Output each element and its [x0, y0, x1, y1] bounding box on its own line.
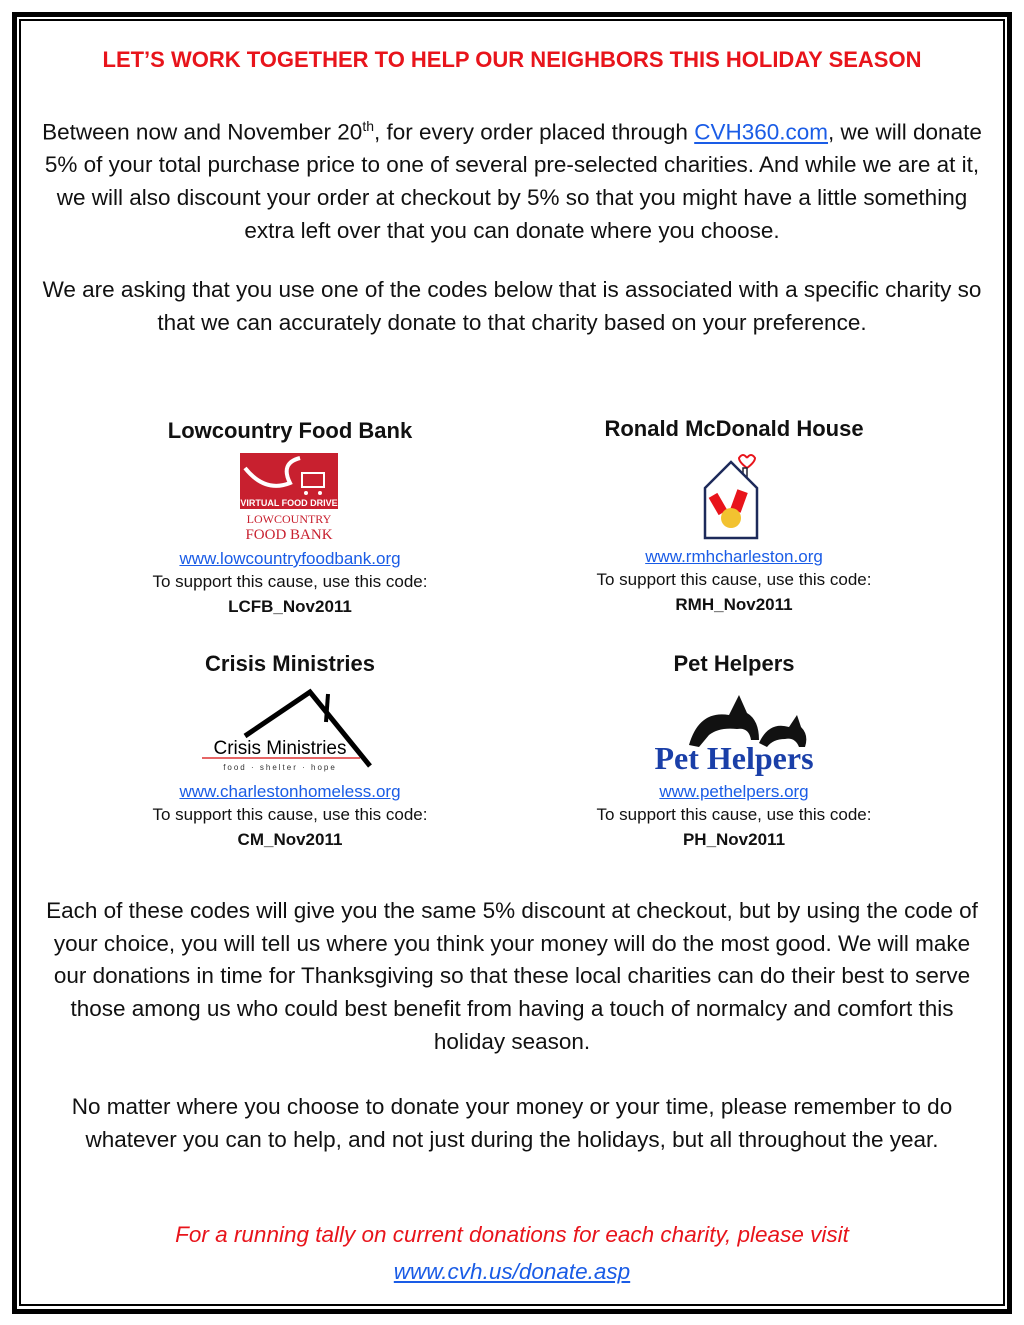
- support-text: To support this cause, use this code:: [596, 570, 872, 589]
- promo-code: LCFB_Nov2011: [228, 597, 352, 616]
- codes-paragraph: Each of these codes will give you the same 5% discount at checkout, but by using the code of your choice, you will tell us where you think your money will do the most good. We will make our donations in time for Thanksgiving so that these local charities can do their best to serve those among us who could best benefit from having a touch of normalcy and comfort this holiday season.: [46, 898, 978, 1054]
- charity-ronald-mcdonald-house: [524, 416, 944, 618]
- charity-name: Crisis Ministries: [205, 651, 375, 676]
- svg-text:LOWCOUNTRY: LOWCOUNTRY: [246, 512, 332, 526]
- support-text: To support this cause, use this code:: [152, 572, 428, 591]
- support-text: To support this cause, use this code:: [152, 805, 428, 824]
- cvh360-link[interactable]: CVH360.com: [694, 119, 829, 145]
- asking-paragraph: We are asking that you use one of the codes below that is associated with a specific charity so that we can accurately donate to that charity based on your preference.: [42, 277, 982, 335]
- charity-pet-helpers: [524, 651, 944, 853]
- svg-text:VIRTUAL FOOD DRIVE: VIRTUAL FOOD DRIVE: [240, 498, 338, 508]
- charity-url-link[interactable]: www.lowcountryfoodbank.org: [179, 549, 401, 568]
- crisis-ministries-logo: [80, 681, 500, 781]
- pet-helpers-logo: [524, 681, 944, 781]
- lowcountry-food-bank-logo: [80, 448, 500, 548]
- svg-text:Crisis Ministries: Crisis Ministries: [213, 738, 347, 759]
- support-text: To support this cause, use this code:: [596, 805, 872, 824]
- promo-code: CM_Nov2011: [237, 830, 343, 849]
- promo-code: PH_Nov2011: [682, 830, 786, 849]
- charity-name: Ronald McDonald House: [604, 416, 864, 441]
- charity-url-link[interactable]: www.pethelpers.org: [659, 782, 809, 801]
- headline: LET’S WORK TOGETHER TO HELP OUR NEIGHBORS THIS HOLIDAY SEASON: [102, 47, 922, 72]
- donate-page-link[interactable]: www.cvh.us/donate.asp: [393, 1259, 631, 1284]
- charity-name: Lowcountry Food Bank: [167, 418, 413, 443]
- charity-url-link[interactable]: www.charlestonhomeless.org: [179, 782, 401, 801]
- charity-name: Pet Helpers: [673, 651, 795, 676]
- svg-text:food · shelter · hope: food · shelter · hope: [223, 763, 337, 772]
- intro-paragraph: [40, 110, 984, 247]
- closing-paragraph: No matter where you choose to donate your money or your time, please remember to do whatever you can to help, and not just during the holidays, but all throughout the year.: [71, 1094, 953, 1152]
- svg-text:Pet Helpers: Pet Helpers: [654, 740, 814, 776]
- intro-text-3: , we will donate 5% of your total purchase price to one of several pre-selected charities. And while we are at it, we will also discount your order at checkout by 5% so that you might have a little something extra left over that you can donate where you choose.: [44, 119, 982, 243]
- intro-text-1: Between now and November 20: [42, 119, 363, 145]
- charity-crisis-ministries: [80, 651, 500, 853]
- intro-text-2: , for every order placed through: [374, 119, 695, 145]
- ronald-mcdonald-house-logo: [524, 446, 944, 546]
- charity-url-link[interactable]: www.rmhcharleston.org: [645, 547, 823, 566]
- tally-text: For a running tally on current donations for each charity, please visit: [175, 1222, 849, 1247]
- tally-link-wrapper: [0, 1259, 1024, 1285]
- charity-lowcountry-food-bank: [80, 418, 500, 620]
- promo-code: RMH_Nov2011: [675, 595, 793, 614]
- svg-text:FOOD BANK: FOOD BANK: [245, 527, 333, 543]
- intro-sup: th: [362, 118, 375, 134]
